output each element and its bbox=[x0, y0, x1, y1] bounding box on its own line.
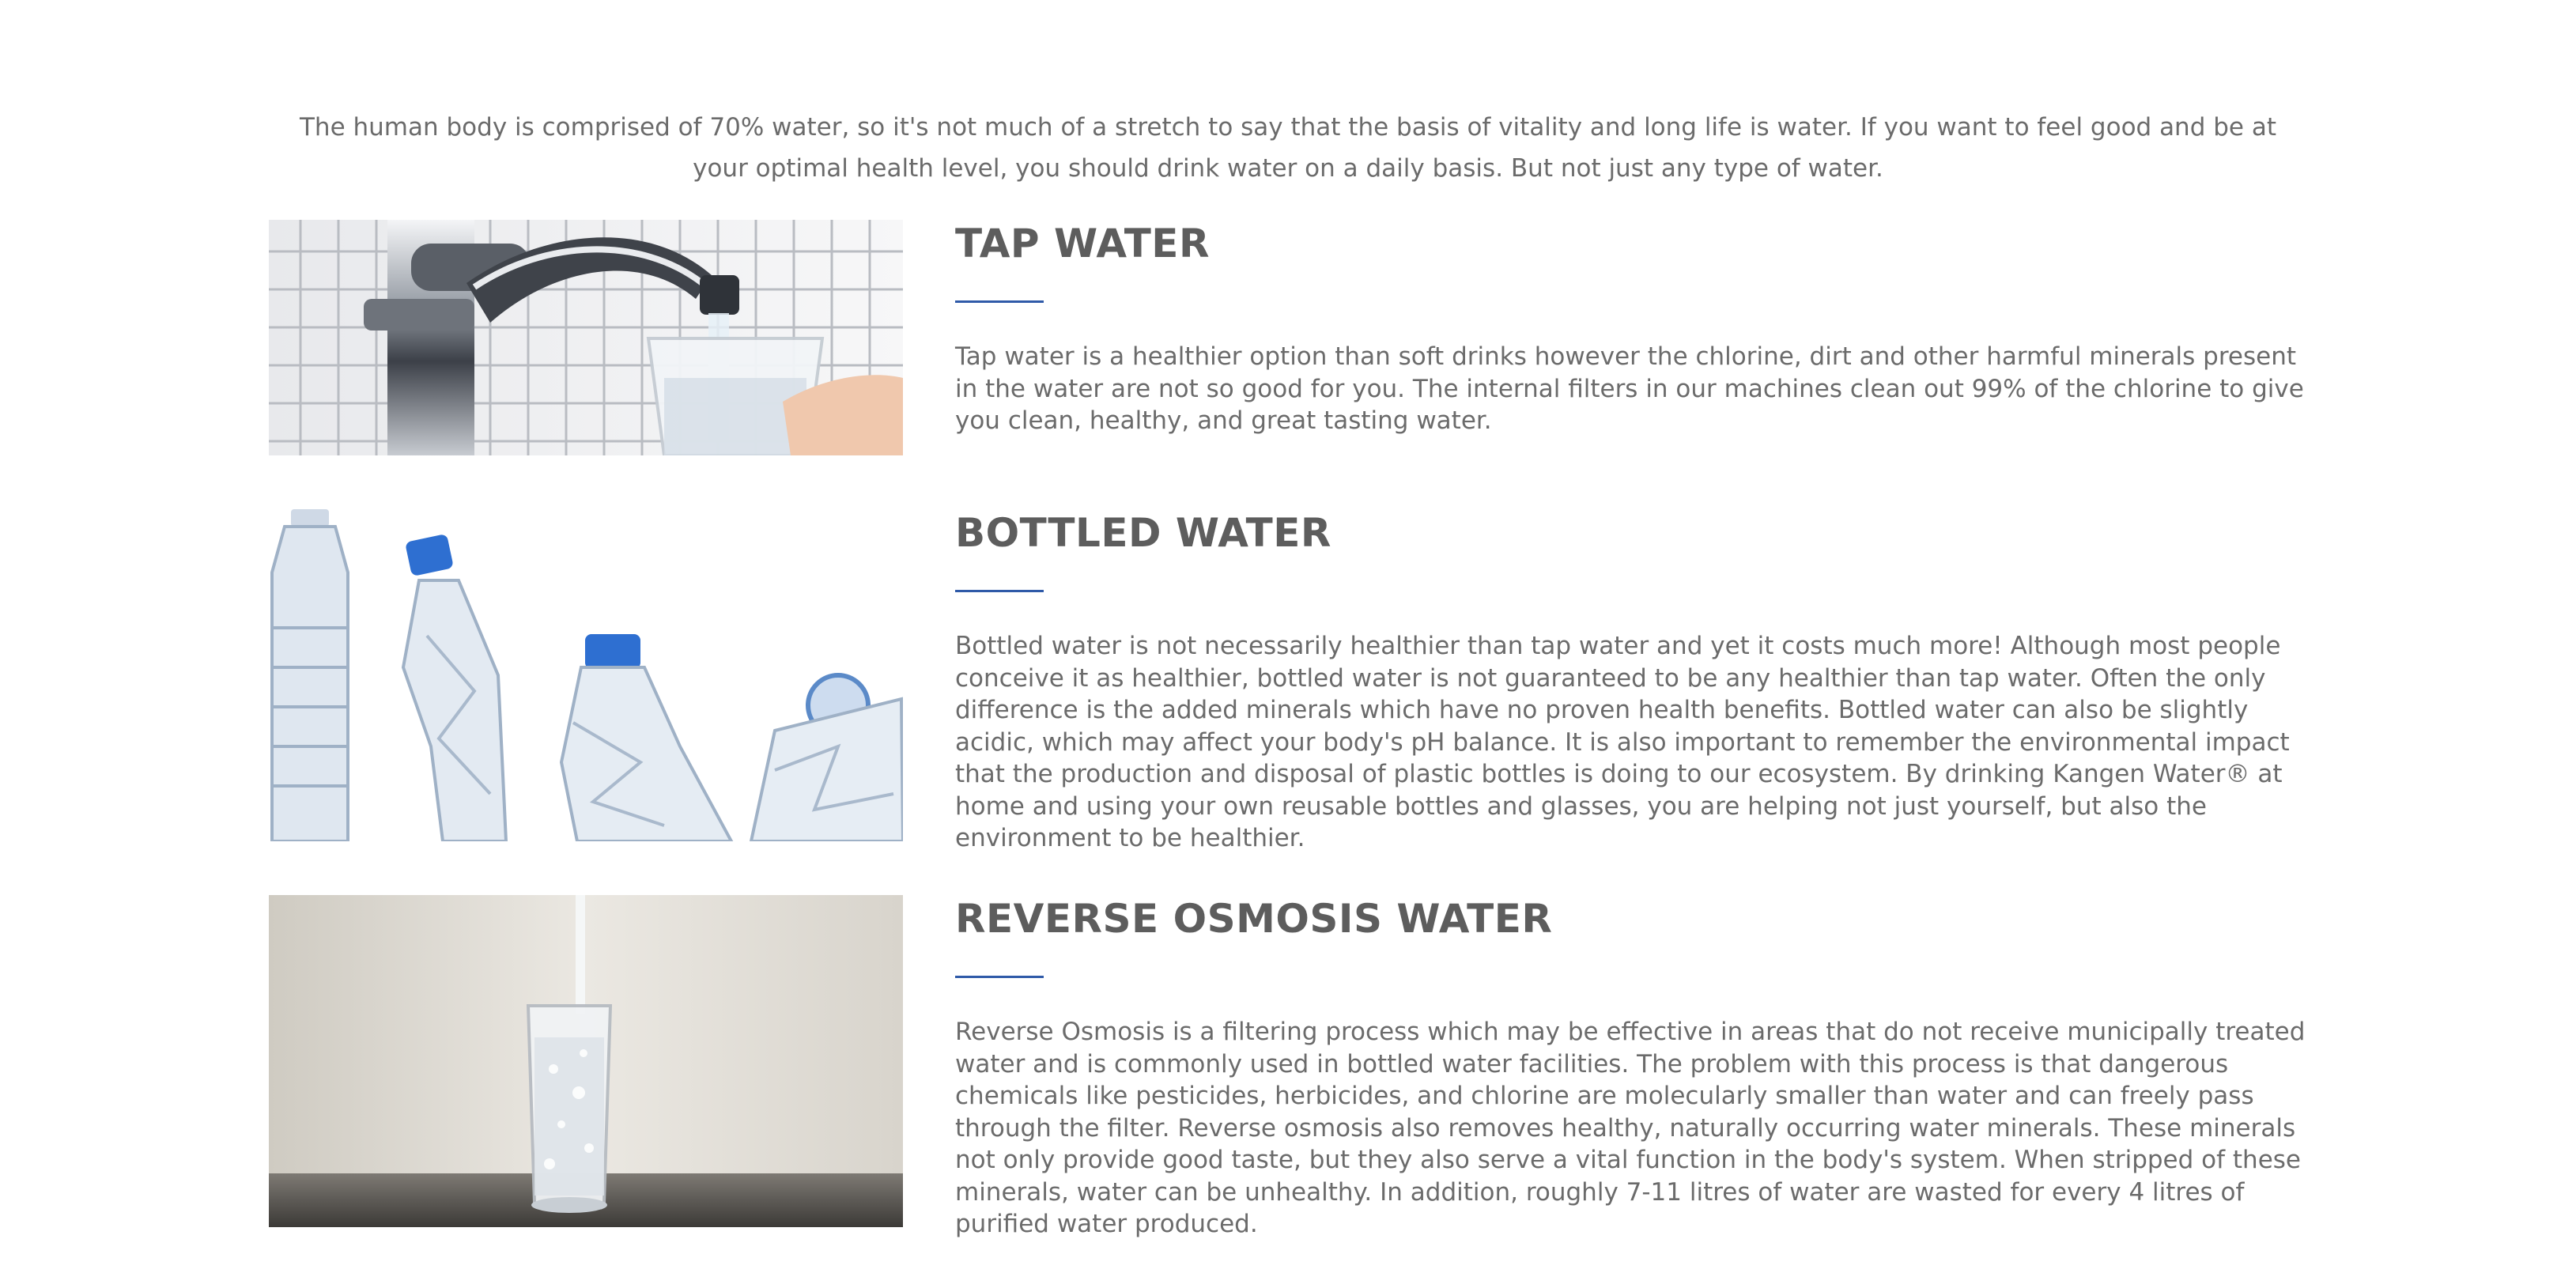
title-underline bbox=[955, 300, 1044, 303]
section-title: TAP WATER bbox=[955, 221, 1210, 266]
section-body: Tap water is a healthier option than soft drinks however the chlorine, dirt and other harmful minerals present in the water are not so good for you. The internal filters in our machines clean out 99% of the chlorine to give you clean, healthy, and great tasting water. bbox=[955, 342, 2304, 435]
intro-paragraph: The human body is comprised of 70% water, so it's not much of a stretch to say that the basis of vitality and long life is water. If you want to feel good and be at your optimal health level, you should drink water on a daily basis. But not just any type of water. bbox=[300, 113, 2276, 183]
title-underline bbox=[955, 590, 1044, 592]
section-title: REVERSE OSMOSIS WATER bbox=[955, 896, 1553, 942]
section-body: Reverse Osmosis is a filtering process which may be effective in areas that do not receive municipally treated water and is commonly used in bottled water facilities. The problem with this process is that dangerous chemicals like pesticides, herbicides, and chlorine are molecularly smaller than water and can freely pass through the filter. Reverse osmosis also removes healthy, naturally occurring water minerals. These minerals not only provide good taste, but they also serve a vital function in the body's system. When stripped of these minerals, water can be unhealthy. In addition, roughly 7-11 litres of water are wasted for every 4 litres of purified water produced. bbox=[955, 1018, 2306, 1238]
section-title: BOTTLED WATER bbox=[955, 510, 1331, 556]
glass-illustration bbox=[269, 895, 903, 1227]
reverse-osmosis-image bbox=[269, 895, 903, 1227]
title-underline bbox=[955, 976, 1044, 978]
bottles-illustration bbox=[269, 509, 903, 841]
bottled-water-image bbox=[269, 509, 903, 841]
section-body: Bottled water is not necessarily healthier than tap water and yet it costs much more! Although most people conceive it as healthier, bottled water is not guaranteed to be any healthier than tap water. Often the only difference is the added minerals which have no proven health benefits. Bottled water can also be slightly acidic, which may affect your body's pH balance. It is also important to remember the environmental impact that the production and disposal of plastic bottles is doing to our ecosystem. By drinking Kangen Water® at home and using your own reusable bottles and glasses, you are helping not just yourself, but also the environment to be healthier. bbox=[955, 632, 2290, 852]
tap-water-image bbox=[269, 220, 903, 455]
faucet-illustration bbox=[269, 220, 903, 455]
